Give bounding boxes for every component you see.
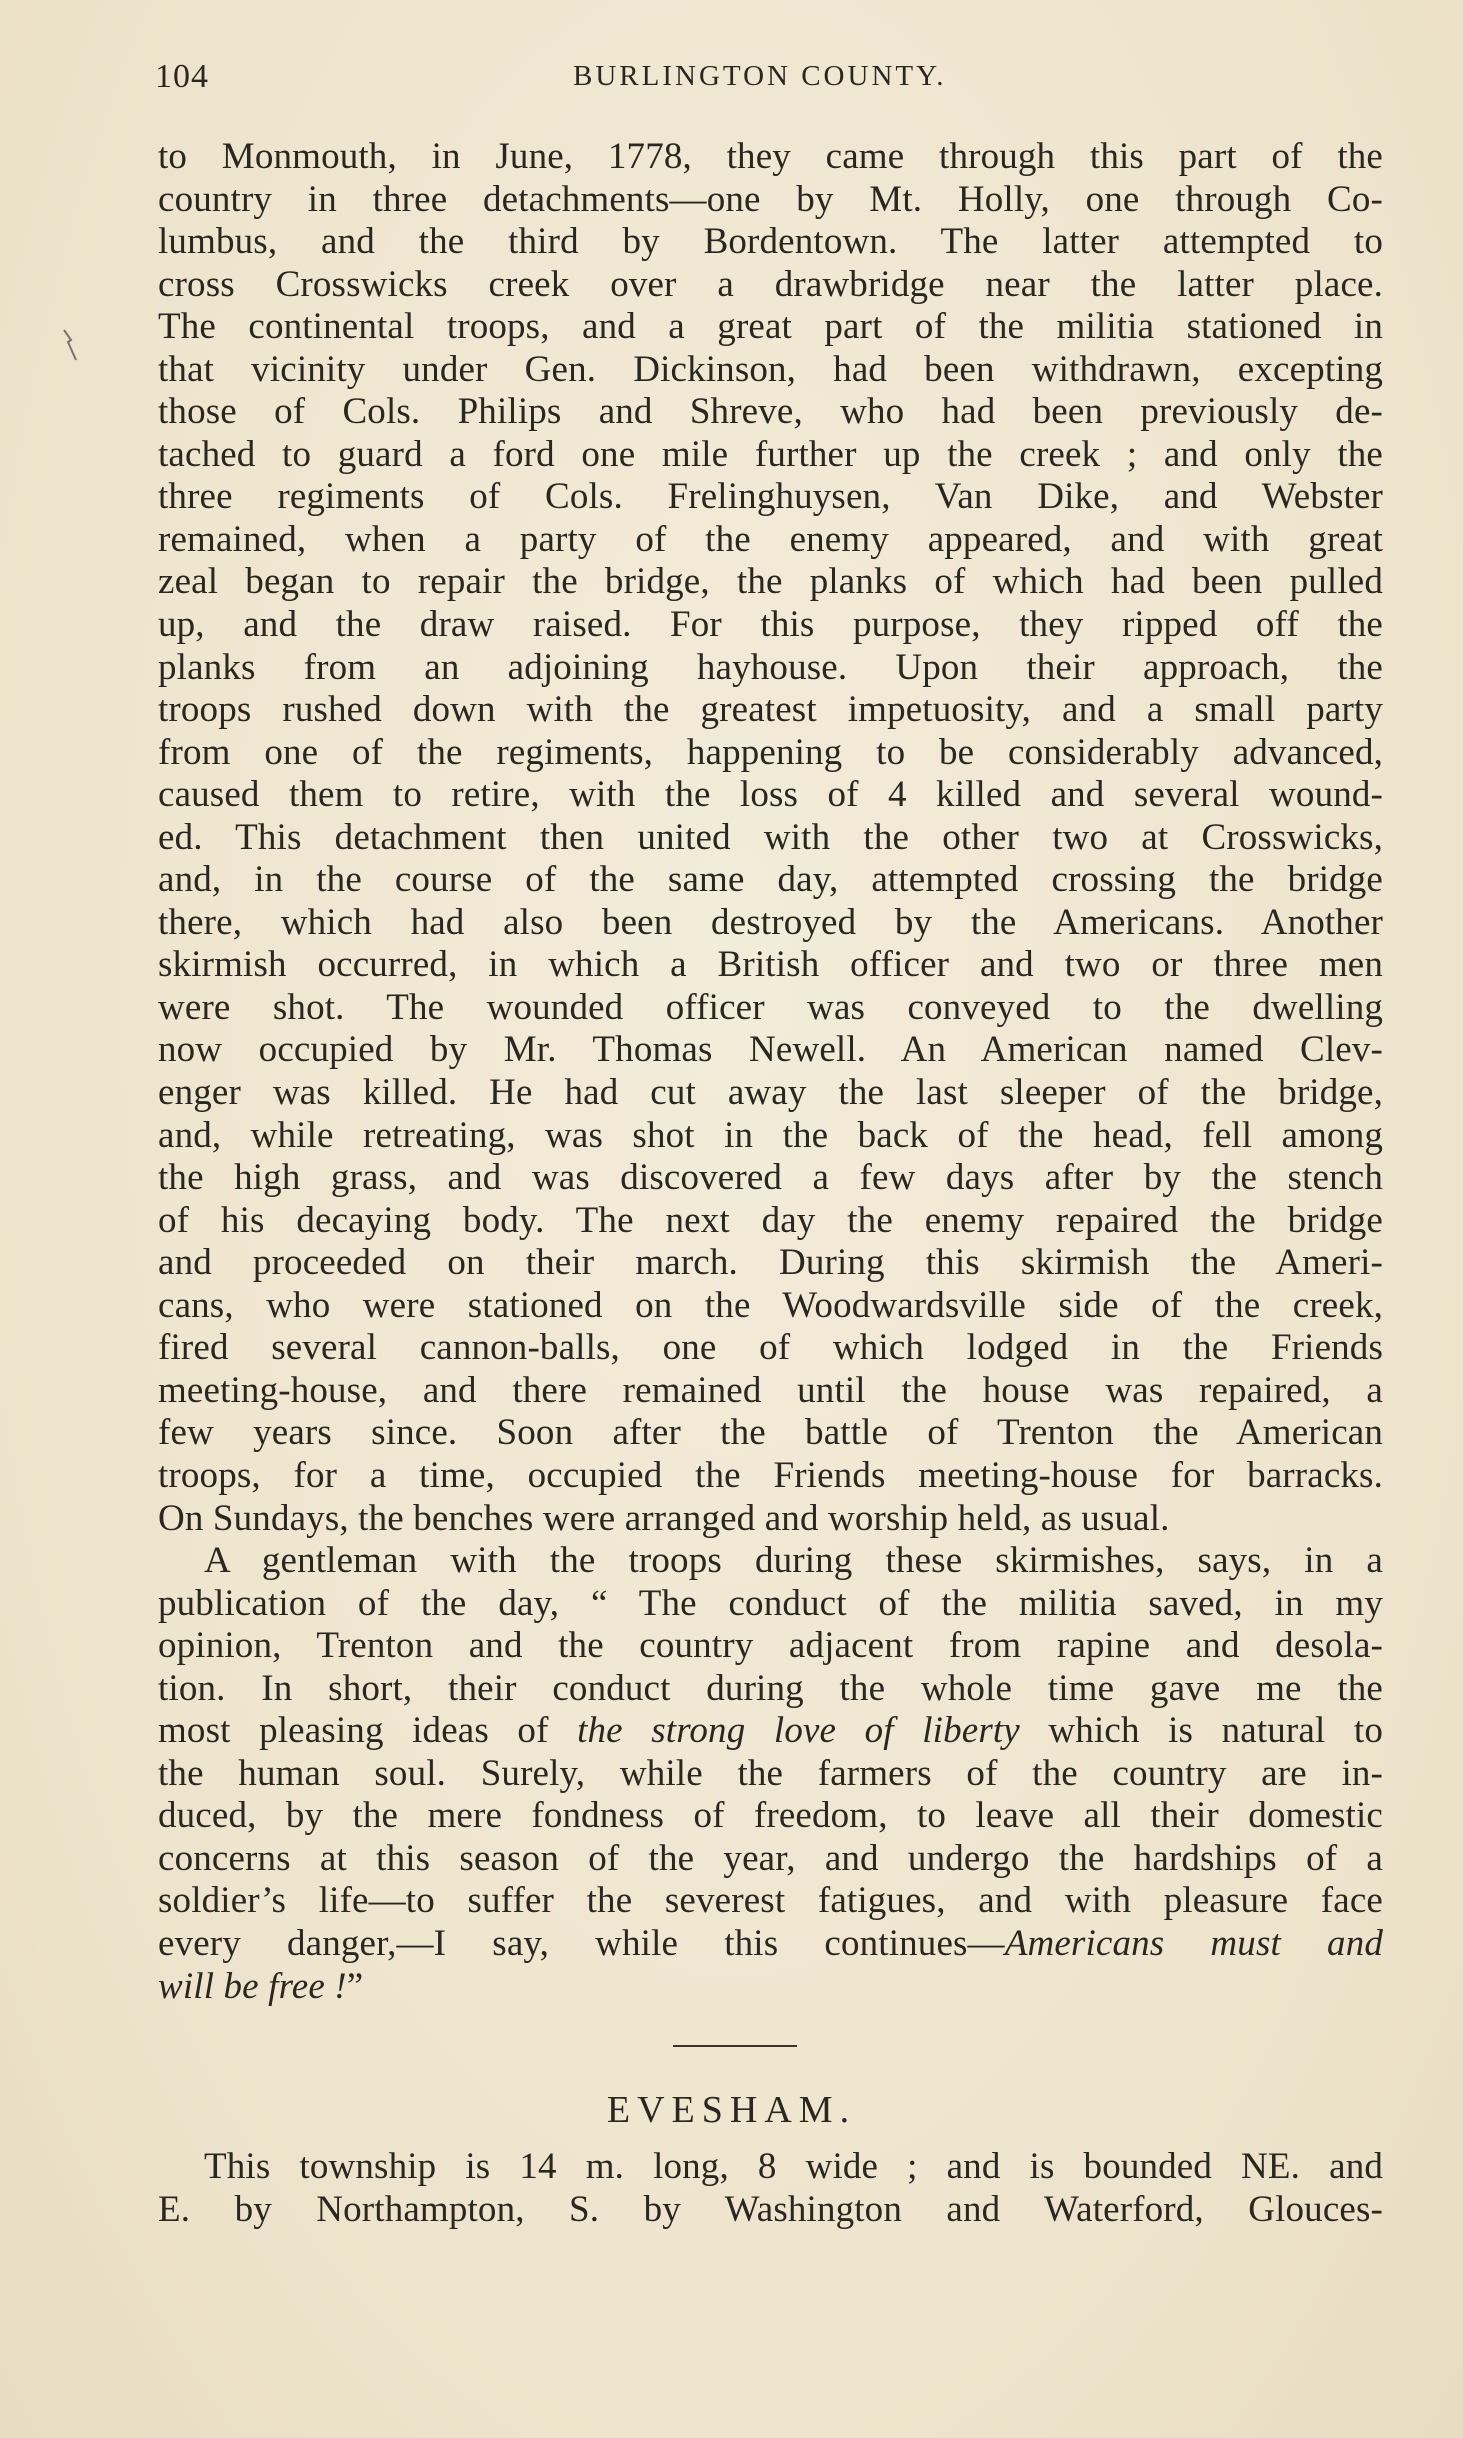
text-line: caused them to retire, with the loss of 4 killed and several wound- (158, 774, 1383, 816)
text-line: fired several cannon-balls, one of which lodged in the Friends (158, 1327, 1383, 1369)
text-line (158, 1966, 1383, 2009)
text-line: of his decaying body. The next day the enemy repaired the bridge (158, 1199, 1383, 1241)
text-line: The continental troops, and a great part of the militia stationed in (158, 306, 1383, 348)
text-line: troops, for a time, occupied the Friends meeting-house for barracks. (158, 1454, 1383, 1496)
text-line: cross Crosswicks creek over a drawbridge near the latter place. (158, 263, 1383, 305)
text-line: A gentleman with the troops during these skirmishes, says, in a (204, 1540, 1383, 1582)
running-head (155, 58, 1385, 108)
section-heading: EVESHAM. (606, 2089, 857, 2131)
text-line: the human soul. Surely, while the farmers of the country are in- (158, 1752, 1383, 1794)
text-line: were shot. The wounded officer was conveyed to the dwelling (158, 986, 1383, 1028)
text-line: three regiments of Cols. Frelinghuysen, Van Dike, and Webster (158, 476, 1383, 518)
text-line: zeal began to repair the bridge, the planks of which had been pulled (158, 561, 1383, 603)
text-line: there, which had also been destroyed by the Americans. Another (158, 901, 1383, 943)
page-number: 104 (155, 58, 209, 95)
text-line: from one of the regiments, happening to be considerably advanced, (158, 731, 1383, 773)
text-segment: every danger,—I say, while this continues— (158, 1922, 1005, 1964)
text-line: planks from an adjoining hayhouse. Upon their approach, the (158, 646, 1383, 688)
text-line: tion. In short, their conduct during the whole time gave me the (158, 1667, 1383, 1709)
text-line: enger was killed. He had cut away the last sleeper of the bridge, (158, 1072, 1383, 1114)
main-text (158, 136, 1383, 2008)
section-text (158, 2146, 1383, 2231)
text-segment: most pleasing ideas of (158, 1710, 578, 1752)
section-divider (673, 2045, 797, 2047)
paragraph-2-quote (158, 1540, 1383, 2008)
text-line: opinion, Trenton and the country adjacent from rapine and desola- (158, 1625, 1383, 1667)
italic-phrase: Americans must and (1004, 1922, 1384, 1964)
text-line: troops rushed down with the greatest impetuosity, and a small party (158, 689, 1383, 731)
text-line: concerns at this season of the year, and undergo the hardships of a (158, 1837, 1383, 1879)
text-line: and, while retreating, was shot in the back of the head, fell among (158, 1114, 1383, 1156)
text-line: skirmish occurred, in which a British officer and two or three men (158, 944, 1383, 986)
text-line (158, 1710, 1383, 1753)
text-segment: which is natural to (1019, 1710, 1384, 1752)
paragraph-1 (158, 136, 1383, 1540)
text-line: and, in the course of the same day, attempted crossing the bridge (158, 859, 1383, 901)
text-line: that vicinity under Gen. Dickinson, had been withdrawn, excepting (158, 348, 1383, 390)
margin-pencil-mark (62, 326, 78, 364)
text-line: soldier’s life—to suffer the severest fatigues, and with pleasure face (158, 1880, 1383, 1922)
text-line: those of Cols. Philips and Shreve, who had been previously de- (158, 391, 1383, 433)
text-line: now occupied by Mr. Thomas Newell. An American named Clev- (158, 1029, 1383, 1071)
text-line: duced, by the mere fondness of freedom, to leave all their domestic (158, 1795, 1383, 1837)
text-line: country in three detachments—one by Mt. Holly, one through Co- (158, 178, 1383, 220)
italic-phrase: the strong love of liberty (577, 1710, 1020, 1752)
text-line: up, and the draw raised. For this purpose, they ripped off the (158, 604, 1383, 646)
text-segment: ” (346, 1965, 364, 2007)
text-line: This township is 14 m. long, 8 wide ; and is bounded NE. and (204, 2146, 1383, 2187)
text-line: On Sundays, the benches were arranged and worship held, as usual. (158, 1497, 1170, 1539)
text-line: the high grass, and was discovered a few days after by the stench (158, 1157, 1383, 1199)
text-line: remained, when a party of the enemy appeared, and with great (158, 518, 1383, 560)
text-line: E. by Northampton, S. by Washington and Waterford, Glouces- (158, 2188, 1383, 2230)
text-line: ed. This detachment then united with the other two at Crosswicks, (158, 816, 1383, 858)
text-line: meeting-house, and there remained until the house was repaired, a (158, 1369, 1383, 1411)
text-line: cans, who were stationed on the Woodwardsville side of the creek, (158, 1284, 1383, 1326)
text-line: few years since. Soon after the battle of Trenton the American (158, 1412, 1383, 1454)
text-line: publication of the day, “ The conduct of the militia saved, in my (158, 1582, 1383, 1624)
text-line: to Monmouth, in June, 1778, they came through this part of the (158, 136, 1383, 177)
italic-phrase: will be free ! (158, 1965, 347, 2007)
text-line: tached to guard a ford one mile further up the creek ; and only the (158, 433, 1383, 475)
text-line: lumbus, and the third by Bordentown. The latter attempted to (158, 221, 1383, 263)
text-line: and proceeded on their march. During this skirmish the Ameri- (158, 1242, 1383, 1284)
text-line (158, 1923, 1383, 1966)
running-title: BURLINGTON COUNTY. (573, 60, 947, 92)
